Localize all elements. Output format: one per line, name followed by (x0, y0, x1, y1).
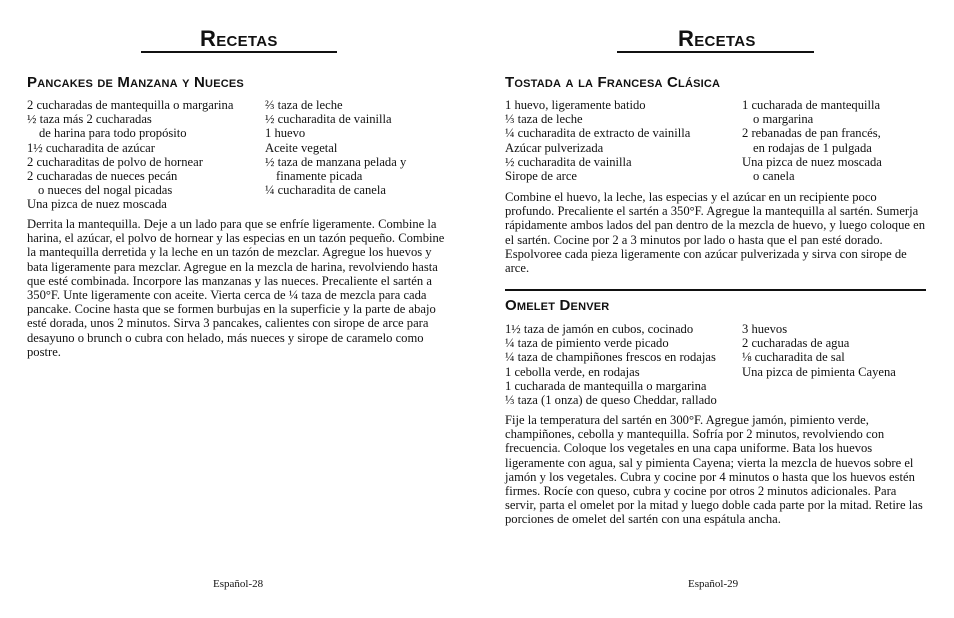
recipe-title-pancakes: Pancakes de Manzana y Nueces (27, 74, 244, 91)
ingredients-column-1 (505, 98, 690, 183)
ingredient-item: ¼ taza de pimiento verde picado (505, 336, 669, 351)
ingredient-item: ¼ cucharadita de extracto de vainilla (505, 126, 691, 141)
ingredient-item: ½ taza más 2 cucharadas (27, 112, 152, 127)
ingredient-item: 2 cucharadas de mantequilla o margarina (27, 98, 234, 112)
page-header-title: Recetas (200, 26, 278, 51)
ingredient-item: Una pizca de nuez moscada (742, 154, 882, 169)
ingredient-item: 2 cucharadas de agua (742, 336, 850, 351)
ingredient-item: finamente picada (276, 169, 363, 184)
ingredient-item: 3 huevos (742, 322, 788, 336)
ingredient-item: ½ cucharadita de vainilla (505, 154, 632, 169)
ingredient-item: 1½ cucharadita de azúcar (27, 140, 155, 155)
ingredient-item: Una pizca de pimienta Cayena (742, 364, 896, 379)
ingredient-item: Sirope de arce (505, 169, 578, 184)
ingredient-item: 1 cucharada de mantequilla o margarina (505, 378, 707, 393)
ingredients-column-1 (505, 322, 717, 407)
ingredient-item: de harina para todo propósito (39, 126, 187, 141)
header-rule (141, 51, 337, 53)
ingredient-item: o canela (753, 169, 795, 184)
header-rule (617, 51, 814, 53)
ingredients-column-2 (265, 98, 406, 197)
ingredient-item: en rodajas de 1 pulgada (753, 140, 872, 155)
ingredient-item: 1 cebolla verde, en rodajas (505, 364, 640, 379)
ingredient-item: ⅓ taza de leche (505, 112, 583, 127)
ingredients-column-2 (742, 322, 896, 379)
ingredients-column-1 (27, 98, 233, 212)
ingredient-item: 1 huevo, ligeramente batido (505, 98, 646, 112)
recipe-instructions: Combine el huevo, la leche, las especias y el azúcar en un recipiente poco profundo. Precaliente el sartén a 350°F. Agregue la mantequilla al sartén. Sumerja rápidamente ambos lados del pan dentro de la mezcla de huevo, y luego coloque en el sartén. Cocine por 2 a 3 minutos por lado o hasta que el pan esté dorado. Espolvoree cada pieza ligeramente con azúcar pulverizada y sirva con sirope de arce. (505, 190, 925, 276)
ingredient-item: 1 cucharada de mantequilla (742, 98, 881, 112)
ingredient-item: 1 huevo (265, 126, 306, 141)
ingredient-item: ¼ taza de champiñones frescos en rodajas (505, 350, 716, 365)
ingredient-item: 2 cucharaditas de polvo de hornear (27, 154, 203, 169)
ingredient-item: ½ taza de manzana pelada y (265, 154, 407, 169)
recipe-title-omelet: Omelet Denver (505, 297, 610, 314)
ingredient-item: o margarina (753, 112, 814, 127)
ingredient-item: ⅓ taza (1 onza) de queso Cheddar, rallado (505, 393, 717, 408)
ingredient-item: Una pizca de nuez moscada (27, 197, 167, 212)
ingredient-item: ¼ cucharadita de canela (265, 183, 386, 198)
section-divider (505, 289, 926, 291)
ingredients-column-2 (742, 98, 882, 183)
ingredient-item: ½ cucharadita de vainilla (265, 112, 392, 127)
ingredient-item: 1½ taza de jamón en cubos, cocinado (505, 322, 694, 336)
recipe-title-french-toast: Tostada a la Francesa Clásica (505, 74, 721, 91)
page-number: Español-28 (213, 578, 264, 590)
right-page (505, 0, 927, 618)
recipe-instructions: Fije la temperatura del sartén en 300°F. Agregue jamón, pimiento verde, champiñones, cebolla y mantequilla. Sofría por 2 minutos, revolviendo con frecuencia. Coloque los vegetales en una capa uniforme. Bata los huevos ligeramente con agua, sal y pimienta Cayena; vierta la mezcla de huevos sobre el jamón y los vegetales. Cubra y cocine por 4 minutos o hasta que los huevos estén firmes. Rocíe con queso, cubra y cocine por otros 2 minutos adicionales. Para servir, parta el omelet por la mitad y luego doble cada parte por la mitad. Retire las porciones de omelet del sartén con una espátula ancha. (505, 413, 923, 527)
ingredient-item: 2 cucharadas de nueces pecán (27, 169, 178, 184)
page-header-title: Recetas (678, 26, 756, 51)
page-number: Español-29 (688, 578, 739, 590)
recipe-instructions: Derrita la mantequilla. Deje a un lado para que se enfríe ligeramente. Combine la harina, el azúcar, el polvo de hornear y las especias en un tazón pequeño. Combine la mantequilla derretida y la leche en un tazón de mezclar. Agregue los huevos y bata ligeramente para mezclar. Agregue en la mezcla de harina, revolviendo hasta que esté combinada. Incorpore las manzanas y las nueces. Precaliente el sartén a 350°F. Unte ligeramente con aceite. Vierta cerca de ¼ taza de mezcla para cada pancake. Cocine hasta que se formen burbujas en la superficie y la parte de abajo esté dorada, unos 2 minutos. Sirva 3 pancakes, calientes con sirope de arce para desayuno o brunch o cubra con helado, más nueces y sirope de caramelo como postre. (27, 217, 445, 359)
ingredient-item: ⅔ taza de leche (265, 98, 343, 112)
ingredient-item: o nueces del nogal picadas (38, 183, 173, 198)
left-page (27, 0, 447, 618)
ingredient-item: Azúcar pulverizada (505, 140, 604, 155)
ingredient-item: ⅛ cucharadita de sal (742, 350, 845, 365)
ingredient-item: Aceite vegetal (265, 140, 338, 155)
ingredient-item: 2 rebanadas de pan francés, (742, 126, 881, 141)
